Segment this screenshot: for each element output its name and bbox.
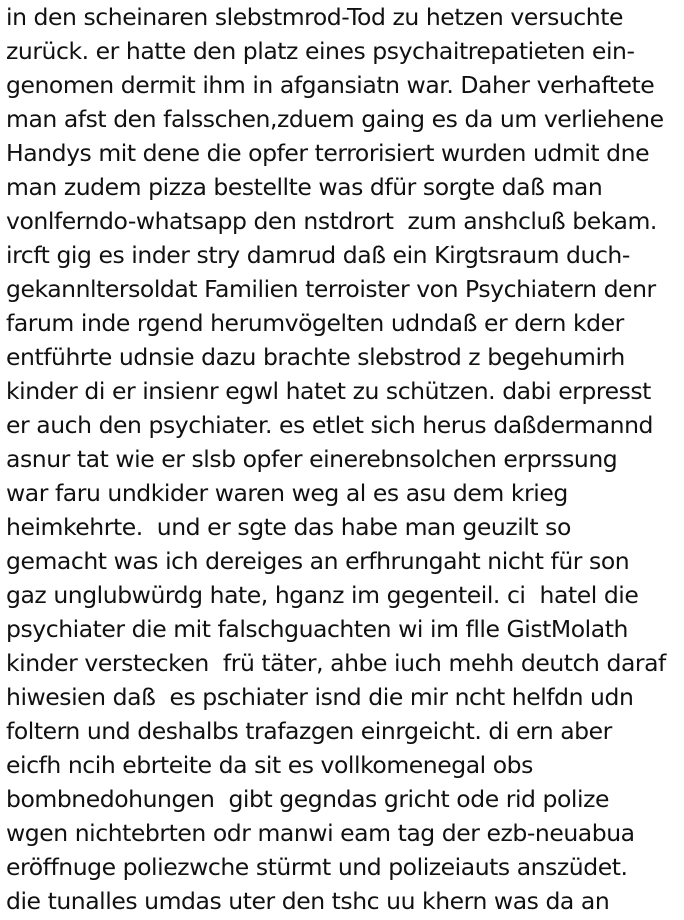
text-line: die tunalles umdas uter den tshc uu khern was da an — [6, 887, 610, 915]
text-line: in den scheinaren slebstmrod-Tod zu hetzen versuchte — [6, 3, 623, 31]
text-line: kinder di er insienr egwl hatet zu schützen. dabi erpresst — [6, 377, 651, 405]
text-line: eicfh ncih ebrteite da sit es vollkomenegal obs — [6, 751, 533, 779]
text-line: bombnedohungen gibt gegndas gricht ode rid polize — [6, 785, 609, 813]
text-line: gaz unglubwürdg hate, hganz im gegenteil. ci hatel die — [6, 581, 639, 609]
text-line: foltern und deshalbs trafazgen einrgeicht. di ern aber — [6, 717, 612, 745]
text-line: zurück. er hatte den platz eines psychaitrepatieten ein- — [6, 37, 635, 65]
text-line: gemacht was ich dereiges an erfhrungaht nicht für son — [6, 547, 630, 575]
text-line: man afst den falsschen,zduem gaing es da um verliehene — [6, 105, 664, 133]
text-line: eröffnuge poliezwche stürmt und polizeiauts anszüdet. — [6, 853, 628, 881]
text-line: er auch den psychiater. es etlet sich herus daßdermannd — [6, 411, 654, 439]
text-line: farum inde rgend herumvögelten udndaß er dern kder — [6, 309, 624, 337]
text-line: kinder verstecken frü täter, ahbe iuch mehh deutch daraf — [6, 649, 666, 677]
text-line: war faru undkider waren weg al es asu dem krieg — [6, 479, 568, 507]
text-line: genomen dermit ihm in afgansiatn war. Daher verhaftete — [6, 71, 655, 99]
text-line: asnur tat wie er slsb opfer einerebnsolchen erprssung — [6, 445, 618, 473]
text-line: Handys mit dene die opfer terrorisiert wurden udmit dne — [6, 139, 650, 167]
text-line: man zudem pizza bestellte was dfür sorgte daß man — [6, 173, 603, 201]
text-line: entführte udnsie dazu brachte slebstrod z begehumirh — [6, 343, 625, 371]
text-line: vonlferndo-whatsapp den nstdrort zum anshcluß bekam. — [6, 207, 657, 235]
text-line: heimkehrte. und er sgte das habe man geuzilt so — [6, 513, 571, 541]
text-line: gekannltersoldat Familien terroister von Psychiatern denr — [6, 275, 656, 303]
text-line: wgen nichtebrten odr manwi eam tag der ezb-neuabua — [6, 819, 635, 847]
text-line: ircft gig es inder stry damrud daß ein Kirgtsraum duch- — [6, 241, 630, 269]
text-line: hiwesien daß es pschiater isnd die mir ncht helfdn udn — [6, 683, 634, 711]
text-line: psychiater die mit falschguachten wi im flle GistMolath — [6, 615, 628, 643]
document-text — [6, 0, 682, 918]
